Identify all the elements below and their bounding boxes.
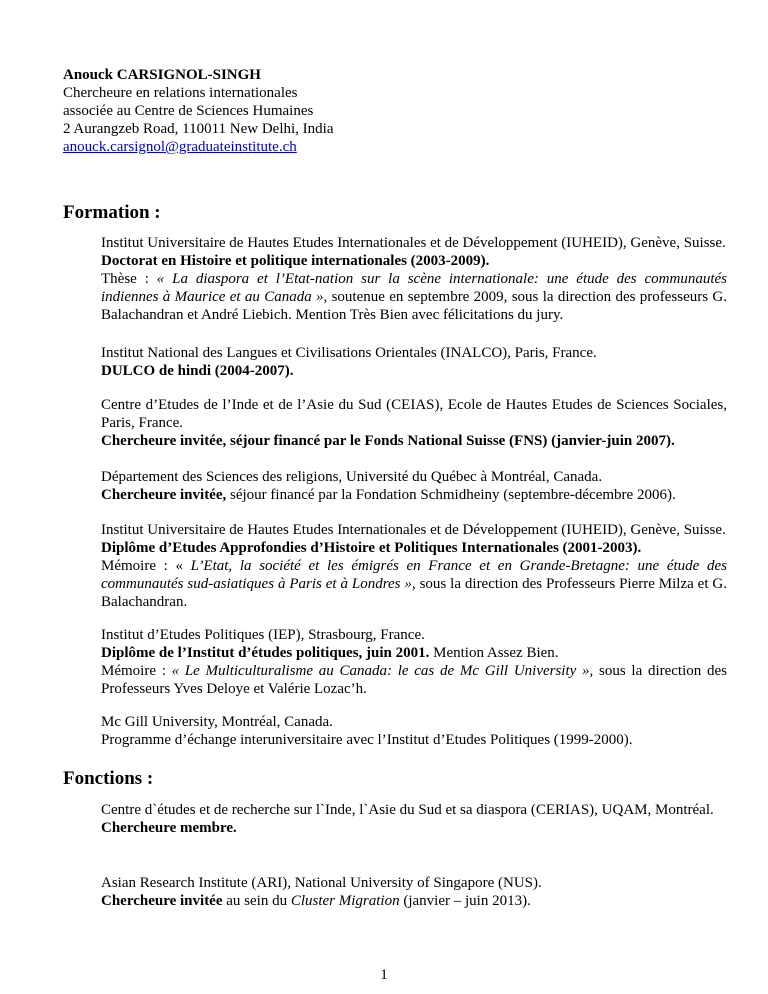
author-affiliation: associée au Centre de Sciences Humaines: [63, 103, 314, 119]
author-title: Chercheure en relations internationales: [63, 85, 298, 101]
entry-institution: Institut Universitaire de Hautes Etudes Internationales et de Développement (IUHEID), Genève, Suisse.: [101, 235, 726, 251]
entry-institution: Institut d’Etudes Politiques (IEP), Strasbourg, France.: [101, 627, 425, 643]
entry-memoire: Mémoire : « Le Multiculturalisme au Canada: le cas de Mc Gill University », sous la direction des Professeurs Yves Deloye et Valérie Lozac’h.: [101, 663, 727, 697]
entry-institution: Mc Gill University, Montréal, Canada.: [101, 714, 333, 730]
contact-block: [63, 66, 723, 156]
page-number: 1: [380, 967, 388, 983]
formation-entry-dea: [101, 521, 727, 611]
entry-role: Chercheure membre.: [101, 820, 237, 836]
formation-entry-mcgill: [101, 713, 727, 749]
entry-degree: DULCO de hindi (2004-2007).: [101, 363, 294, 379]
entry-institution: Centre d’Etudes de l’Inde et de l’Asie du Sud (CEIAS), Ecole de Hautes Etudes de Sciences Sociales, Paris, France.: [101, 397, 727, 431]
entry-role: Chercheure invitée, séjour financé par la Fondation Schmidheiny (septembre-décembre 2006).: [101, 487, 676, 503]
entry-degree: Doctorat en Histoire et politique internationales (2003-2009).: [101, 253, 490, 269]
formation-entry-uqam: [101, 468, 727, 504]
entry-institution: Asian Research Institute (ARI), National University of Singapore (NUS).: [101, 875, 542, 891]
fonction-entry-cerias: [101, 801, 727, 837]
author-name: Anouck CARSIGNOL-SINGH: [63, 67, 261, 83]
entry-degree: Diplôme de l’Institut d’études politiques, juin 2001. Mention Assez Bien.: [101, 645, 559, 661]
entry-degree: Chercheure invitée, séjour financé par le Fonds National Suisse (FNS) (janvier-juin 2007).: [101, 433, 675, 449]
entry-memoire: Mémoire : « L’Etat, la société et les émigrés en France et en Grande-Bretagne: une étude des communautés sud-asiatiques à Paris et à Londres », sous la direction des Professeurs Pierre Milza et G. Balachandran.: [101, 558, 727, 610]
formation-entry-iep: [101, 626, 727, 698]
email-link[interactable]: anouck.carsignol@graduateinstitute.ch: [63, 139, 297, 155]
formation-entry-ceias: [101, 396, 727, 450]
entry-institution: Institut Universitaire de Hautes Etudes Internationales et de Développement (IUHEID), Genève, Suisse.: [101, 522, 726, 538]
entry-institution: Département des Sciences des religions, Université du Québec à Montréal, Canada.: [101, 469, 603, 485]
entry-text: Programme d’échange interuniversitaire avec l’Institut d’Etudes Politiques (1999-2000).: [101, 732, 633, 748]
formation-entry-inalco: [101, 344, 727, 380]
entry-institution: Institut National des Langues et Civilisations Orientales (INALCO), Paris, France.: [101, 345, 597, 361]
formation-heading: Formation :: [63, 202, 161, 223]
entry-thesis: Thèse : « La diaspora et l’Etat-nation sur la scène internationale: une étude des communautés indiennes à Maurice et au Canada », soutenue en septembre 2009, sous la direction des professeurs G. Balachandran et André Liebich. Mention Très Bien avec félicitations du jury.: [101, 271, 727, 323]
author-address: 2 Aurangzeb Road, 110011 New Delhi, India: [63, 121, 334, 137]
entry-role: Chercheure invitée au sein du Cluster Migration (janvier – juin 2013).: [101, 893, 531, 909]
entry-institution: Centre d`études et de recherche sur l`Inde, l`Asie du Sud et sa diaspora (CERIAS), UQAM, Montréal.: [101, 802, 714, 818]
formation-entry-doctorat: [101, 234, 727, 324]
entry-degree: Diplôme d’Etudes Approfondies d’Histoire et Politiques Internationales (2001-2003).: [101, 540, 642, 556]
fonctions-heading: Fonctions :: [63, 768, 154, 789]
fonction-entry-ari: [101, 874, 727, 910]
